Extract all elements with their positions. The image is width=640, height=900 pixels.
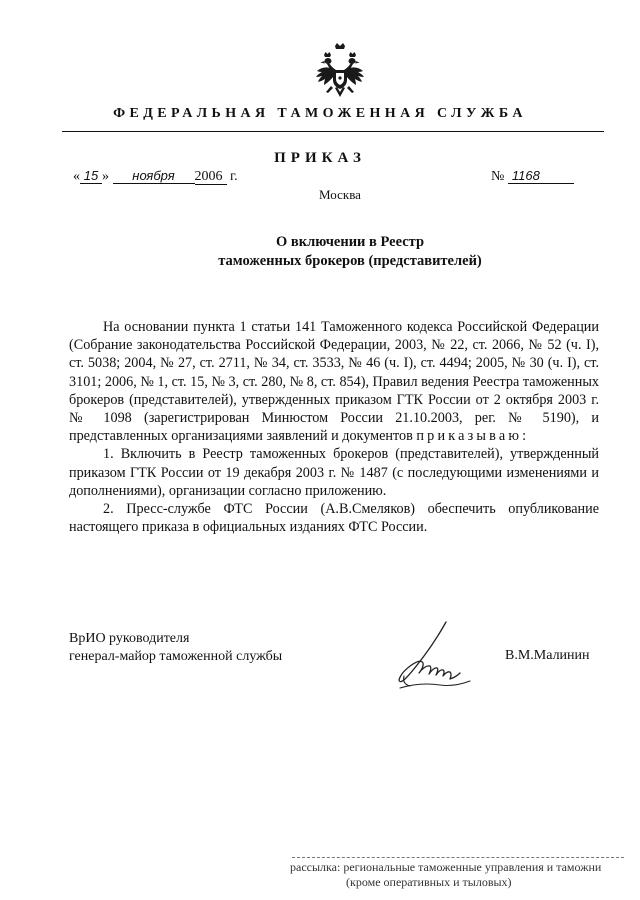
- date-close-quote: »: [102, 169, 109, 184]
- document-type: ПРИКАЗ: [274, 150, 366, 166]
- date-open-quote: «: [73, 169, 80, 184]
- position-line-1: ВрИО руководителя: [69, 631, 190, 646]
- title-line-2: таможенных брокеров (представителей): [218, 253, 482, 269]
- order-date: [73, 169, 238, 185]
- date-day: 15: [80, 169, 102, 184]
- order-body: [69, 318, 599, 536]
- double-headed-eagle-emblem-icon: [314, 42, 366, 102]
- distribution-line-1: рассылка: региональные таможенные управления и таможни: [290, 860, 602, 874]
- signatory-name: В.М.Малинин: [505, 648, 590, 663]
- clause-1: 1. Включить в Реестр таможенных брокеров (представителей), утвержденный приказом ГТК России от 19 декабря 2003 г. № 1487 (с последующими изменениями и дополнениями), организации согласно приложению.: [69, 446, 599, 499]
- number-value: 1168: [508, 169, 574, 184]
- distribution-line-2: (кроме оперативных и тыловых): [346, 875, 512, 889]
- preamble-paragraph: [69, 318, 599, 445]
- order-word: приказываю:: [416, 428, 530, 445]
- number-label: №: [491, 169, 505, 184]
- agency-name: ФЕДЕРАЛЬНАЯ ТАМОЖЕННАЯ СЛУЖБА: [113, 106, 527, 121]
- date-month: ноября: [113, 169, 195, 184]
- date-year: 2006: [195, 170, 227, 185]
- header-rule: [62, 131, 604, 132]
- position-line-2: генерал-майор таможенной службы: [69, 649, 283, 664]
- order-number: [491, 169, 574, 185]
- date-year-suffix: г.: [230, 169, 238, 184]
- clause-2: 2. Пресс-службе ФТС России (А.В.Смеляков) обеспечить опубликование настоящего приказа в официальных изданиях ФТС России.: [69, 501, 599, 536]
- city: Москва: [319, 187, 361, 202]
- title-line-1: О включении в Реестр: [275, 234, 425, 250]
- order-title: [0, 233, 640, 271]
- distribution-rule: [292, 857, 624, 858]
- signatory-position: [69, 630, 282, 666]
- handwritten-signature: [394, 618, 478, 696]
- preamble-text: На основании пункта 1 статьи 141 Таможенного кодекса Российской Федерации (Собрание законодательства Российской Федерации, 2003, № 22, ст. 2066, № 52 (ч. I), ст. 5038; 2004, № 27, ст. 2711, № 34, ст. 3533, № 46 (ч. I), ст. 4494; 2005, № 30 (ч. I), ст. 3101; 2006, № 1, ст. 15, № 3, ст. 280, № 8, ст. 854), Правил ведения Реестра таможенных брокеров (представителей), утвержденных приказом ГТК России от 2 октября 2003 г. № 1098 (зарегистрирован Минюстом России 21.10.2003, рег. № 5190), и представленных организациями заявлений и документов: [69, 319, 599, 445]
